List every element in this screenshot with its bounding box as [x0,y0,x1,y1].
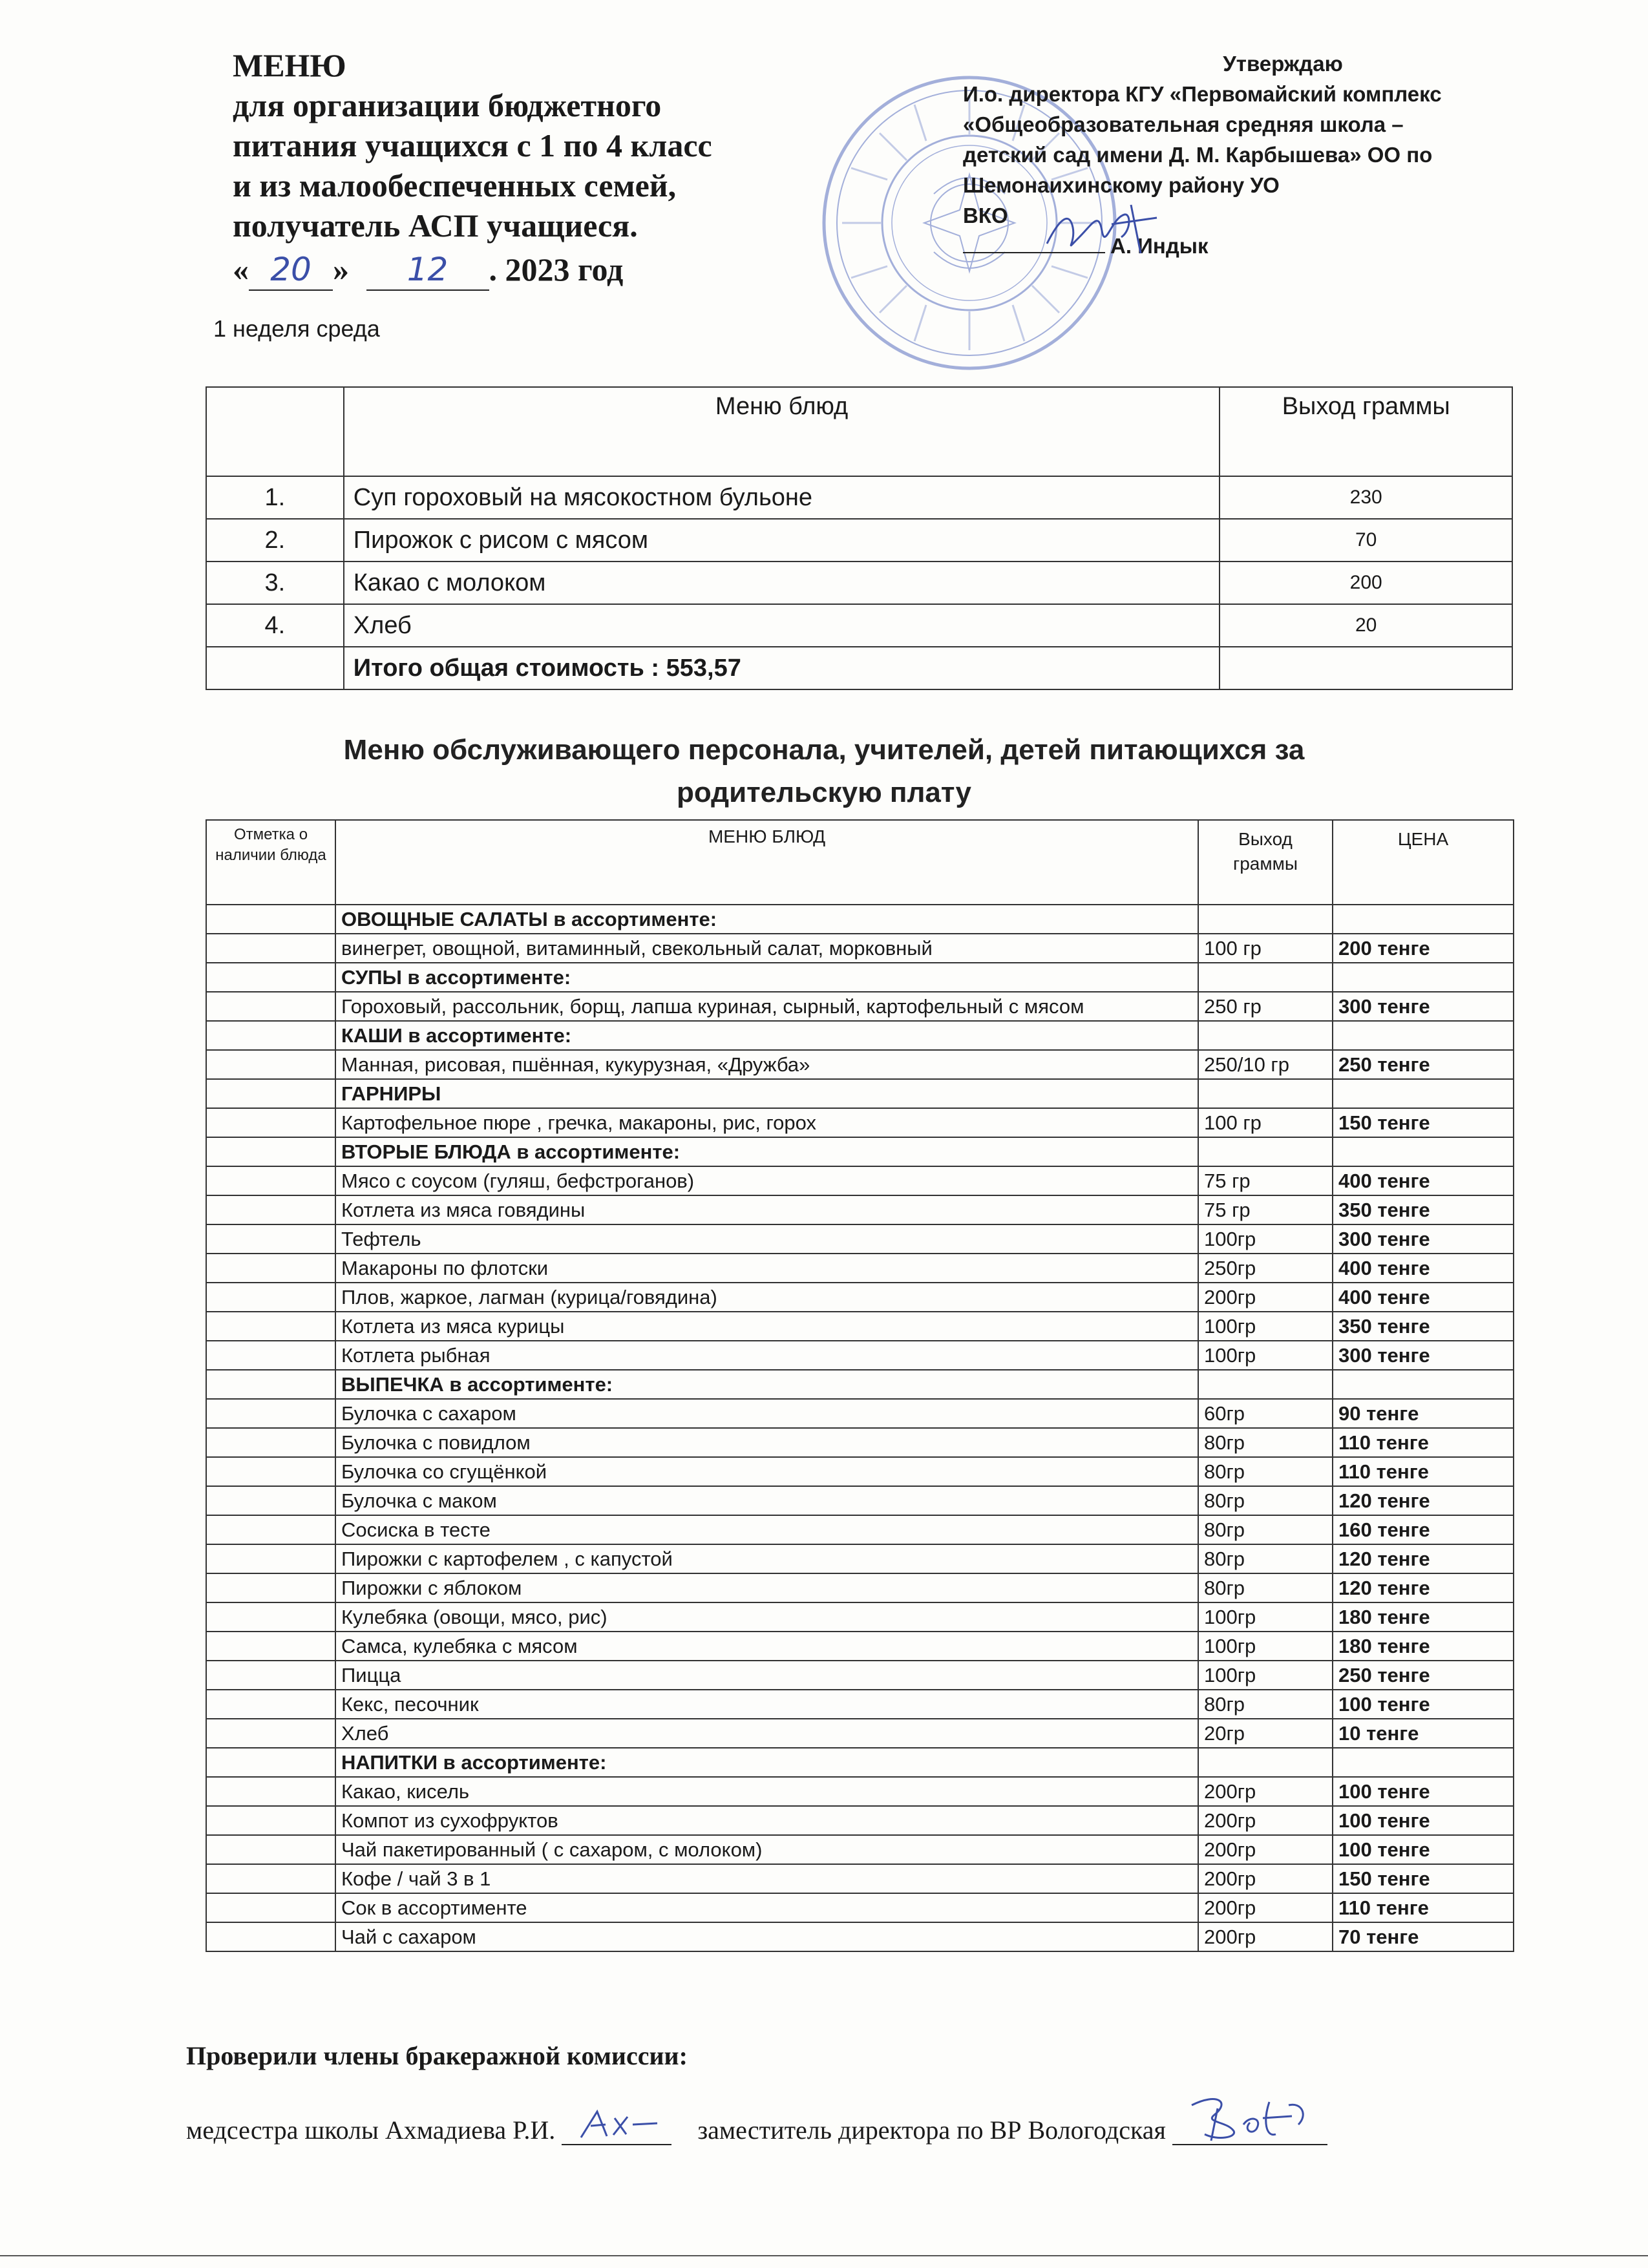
availability-mark [206,963,335,992]
dish-price: 200 тенге [1333,934,1514,963]
dish-price: 100 тенге [1333,1806,1514,1835]
dish-price: 120 тенге [1333,1486,1514,1515]
approval-block [963,48,1545,261]
table-row [206,519,1512,562]
dish-weight: 100гр [1198,1312,1333,1341]
availability-mark [206,992,335,1021]
dish-weight: 80гр [1198,1457,1333,1486]
table-row [206,1050,1514,1079]
dish-name: Котлета из мяса курицы [335,1312,1198,1341]
availability-mark [206,1719,335,1748]
dish-weight: 100 гр [1198,934,1333,963]
dish-name: Булочка с повидлом [335,1428,1198,1457]
availability-mark [206,1922,335,1951]
dish-price: 150 тенге [1333,1108,1514,1137]
availability-mark [206,934,335,963]
approval-line: И.о. директора КГУ «Первомайский комплекс [963,82,1442,106]
availability-mark [206,1864,335,1893]
table-row [206,1922,1514,1951]
availability-mark [206,1602,335,1632]
dish-weight: 200гр [1198,1922,1333,1951]
availability-mark [206,1254,335,1283]
dish-price: 400 тенге [1333,1166,1514,1195]
table-row [206,1428,1514,1457]
dish-price: 100 тенге [1333,1835,1514,1864]
dish-weight: 230 [1220,476,1512,519]
availability-mark [206,1341,335,1370]
table-row [206,1573,1514,1602]
dish-weight: 80гр [1198,1428,1333,1457]
dish-price: 350 тенге [1333,1195,1514,1224]
dish-weight: 200гр [1198,1835,1333,1864]
dish-weight [1198,1079,1333,1108]
page-bottom-edge [0,2255,1648,2256]
availability-mark [206,1573,335,1602]
category-row [206,1021,1514,1050]
dish-price: 160 тенге [1333,1515,1514,1544]
dish-weight: 250 гр [1198,992,1333,1021]
dish-weight: 100гр [1198,1602,1333,1632]
approval-line: Шемонаихинскому району УО [963,173,1280,197]
table-row [206,1283,1514,1312]
table-row [206,1719,1514,1748]
dish-weight: 100гр [1198,1632,1333,1661]
table-row [206,476,1512,519]
availability-mark [206,1486,335,1515]
dish-price: 180 тенге [1333,1602,1514,1632]
dish-weight: 80гр [1198,1544,1333,1573]
header-cell-price: ЦЕНА [1333,820,1514,905]
header-cell-mark: Отметка о наличии блюда [206,820,335,905]
dish-weight: 100 гр [1198,1108,1333,1137]
deputy-signature-line [1172,2118,1327,2145]
dish-weight: 80гр [1198,1486,1333,1515]
total-row [206,647,1512,689]
dish-name: Суп гороховый на мясокостном бульоне [344,476,1220,519]
table-row [206,1486,1514,1515]
category-row [206,1137,1514,1166]
dish-name: Пирожки с яблоком [335,1573,1198,1602]
deputy-signature [1179,2089,1327,2147]
approval-line: ВКО [963,204,1008,227]
dish-name: Самса, кулебяка с мясом [335,1632,1198,1661]
dish-name: Булочка с сахаром [335,1399,1198,1428]
availability-mark [206,1050,335,1079]
table-row [206,1195,1514,1224]
dish-price [1333,1370,1514,1399]
row-number: 3. [206,562,344,604]
deputy-label: заместитель директора по ВР Вологодская [697,2116,1166,2145]
dish-weight [1198,1021,1333,1050]
approval-line: «Общеобразовательная средняя школа – [963,112,1404,136]
table-row [206,1254,1514,1283]
availability-mark [206,1690,335,1719]
category-row [206,1079,1514,1108]
availability-mark [206,1428,335,1457]
availability-mark [206,1806,335,1835]
dish-name: Манная, рисовая, пшённая, кукурузная, «Дружба» [335,1050,1198,1079]
dish-name: Кофе / чай 3 в 1 [335,1864,1198,1893]
availability-mark [206,1370,335,1399]
availability-mark [206,1283,335,1312]
dish-name: Какао с молоком [344,562,1220,604]
title-line: для организации бюджетного [233,87,662,123]
paid-menu-body [206,905,1514,1951]
dish-weight: 200гр [1198,1777,1333,1806]
approval-line: детский сад имени Д. М. Карбышева» ОО по [963,143,1433,167]
header-cell-menu: Меню блюд [344,387,1220,476]
dish-name: Хлеб [335,1719,1198,1748]
dish-name: Булочка с маком [335,1486,1198,1515]
dish-weight [1198,963,1333,992]
dish-weight: 200гр [1198,1806,1333,1835]
dish-name: Гороховый, рассольник, борщ, лапша куриная, сырный, картофельный с мясом [335,992,1198,1021]
table-row [206,1108,1514,1137]
dish-weight: 200гр [1198,1283,1333,1312]
dish-name: Компот из сухофруктов [335,1806,1198,1835]
dish-price: 120 тенге [1333,1544,1514,1573]
dish-name: Булочка со сгущёнкой [335,1457,1198,1486]
category-row [206,1748,1514,1777]
week-label: 1 неделя среда [213,315,380,342]
table-row [206,1690,1514,1719]
dish-price: 70 тенге [1333,1922,1514,1951]
dish-price: 300 тенге [1333,1224,1514,1254]
dish-name: Макароны по флотски [335,1254,1198,1283]
table-row [206,1515,1514,1544]
commission-signatures [186,2115,1327,2145]
category-name: СУПЫ в ассортименте: [335,963,1198,992]
dish-weight [1198,1137,1333,1166]
director-signature [1034,192,1163,263]
title-line: получатель АСП учащиеся. [233,207,638,244]
dish-weight: 60гр [1198,1399,1333,1428]
dish-price: 120 тенге [1333,1573,1514,1602]
dish-price: 350 тенге [1333,1312,1514,1341]
date-month: 12 [407,251,449,288]
dish-weight [1198,1748,1333,1777]
table-row [206,1312,1514,1341]
paid-menu-table [206,819,1514,1952]
availability-mark [206,1021,335,1050]
availability-mark [206,1166,335,1195]
availability-mark [206,1748,335,1777]
dish-name: Кулебяка (овощи, мясо, рис) [335,1602,1198,1632]
dish-weight: 20 [1220,604,1512,647]
availability-mark [206,1224,335,1254]
dish-price [1333,1079,1514,1108]
dish-name: Пицца [335,1661,1198,1690]
header-cell-menu: МЕНЮ БЛЮД [335,820,1198,905]
table-row [206,1632,1514,1661]
approval-signature-row [963,231,1545,261]
dish-name: Картофельное пюре , гречка, макароны, рис, горох [335,1108,1198,1137]
table-row [206,1806,1514,1835]
dish-weight: 70 [1220,519,1512,562]
availability-mark [206,1457,335,1486]
dish-price [1333,963,1514,992]
category-name: ВТОРЫЕ БЛЮДА в ассортименте: [335,1137,1198,1166]
dish-weight: 100гр [1198,1341,1333,1370]
category-name: КАШИ в ассортименте: [335,1021,1198,1050]
header-cell-weight: Выход граммы [1198,820,1333,905]
availability-mark [206,1632,335,1661]
dish-weight: 200гр [1198,1864,1333,1893]
dish-price [1333,1137,1514,1166]
dish-price: 300 тенге [1333,1341,1514,1370]
dish-price: 110 тенге [1333,1893,1514,1922]
header-cell-weight: Выход граммы [1220,387,1512,476]
category-row [206,905,1514,934]
dish-name: Мясо с соусом (гуляш, бефстроганов) [335,1166,1198,1195]
dish-price: 180 тенге [1333,1632,1514,1661]
approval-title: Утверждаю [1223,52,1343,76]
dish-weight: 250гр [1198,1254,1333,1283]
availability-mark [206,1777,335,1806]
availability-mark [206,1108,335,1137]
dish-price [1333,1748,1514,1777]
row-number: 4. [206,604,344,647]
table-row [206,1893,1514,1922]
table-row [206,1602,1514,1632]
dish-price: 300 тенге [1333,992,1514,1021]
dish-weight: 200гр [1198,1893,1333,1922]
availability-mark [206,1079,335,1108]
dish-name: Котлета рыбная [335,1341,1198,1370]
paid-menu-title: Меню обслуживающего персонала, учителей, детей питающихся за родительскую плату [343,734,1305,808]
dish-price [1333,1021,1514,1050]
row-number: 2. [206,519,344,562]
table-row [206,1399,1514,1428]
dish-name: Пирожок с рисом с мясом [344,519,1220,562]
availability-mark [206,1195,335,1224]
dish-name: Чай пакетированный ( с сахаром, с молоком) [335,1835,1198,1864]
availability-mark [206,1399,335,1428]
table-row [206,1457,1514,1486]
table-row [206,562,1512,604]
row-number: 1. [206,476,344,519]
dish-price: 100 тенге [1333,1690,1514,1719]
availability-mark [206,1312,335,1341]
category-name: ВЫПЕЧКА в ассортименте: [335,1370,1198,1399]
title-line: МЕНЮ [233,47,346,83]
table-row [206,1166,1514,1195]
table-row [206,1835,1514,1864]
table-row [206,1661,1514,1690]
dish-price: 400 тенге [1333,1283,1514,1312]
title-line: и из малообеспеченных семей, [233,167,677,204]
nurse-label: медсестра школы Ахмадиева Р.И. [186,2116,556,2145]
category-name: НАПИТКИ в ассортименте: [335,1748,1198,1777]
availability-mark [206,1893,335,1922]
table-row [206,992,1514,1021]
date-year: . 2023 год [489,251,624,288]
dish-weight: 20гр [1198,1719,1333,1748]
commission-title: Проверили члены бракеражной комиссии: [186,2041,688,2070]
nurse-signature [575,2105,665,2144]
dish-weight [1198,1370,1333,1399]
nurse-signature-line [562,2118,671,2145]
availability-mark [206,1137,335,1166]
dish-name: Котлета из мяса говядины [335,1195,1198,1224]
budget-menu-table [206,386,1513,690]
approval-signer: А. Индык [1110,234,1209,258]
category-name: ГАРНИРЫ [335,1079,1198,1108]
dish-price: 400 тенге [1333,1254,1514,1283]
table-row [206,604,1512,647]
dish-name: Чай с сахаром [335,1922,1198,1951]
menu-title-block [233,45,866,291]
header-cell-number [206,387,344,476]
dish-weight: 200 [1220,562,1512,604]
category-row [206,1370,1514,1399]
availability-mark [206,1835,335,1864]
dish-weight: 75 гр [1198,1166,1333,1195]
availability-mark [206,1515,335,1544]
dish-weight: 250/10 гр [1198,1050,1333,1079]
dish-price [1333,905,1514,934]
table-row [206,1341,1514,1370]
dish-price: 150 тенге [1333,1864,1514,1893]
dish-name: Пирожки с картофелем , с капустой [335,1544,1198,1573]
table-row [206,1777,1514,1806]
dish-price: 110 тенге [1333,1428,1514,1457]
table-row [206,1224,1514,1254]
table-header-row [206,387,1512,476]
table-row [206,1864,1514,1893]
dish-name: Какао, кисель [335,1777,1198,1806]
dish-name: Кекс, песочник [335,1690,1198,1719]
dish-weight: 80гр [1198,1515,1333,1544]
dish-weight [1198,905,1333,934]
date-day: 20 [270,251,312,288]
table-header-row [206,820,1514,905]
dish-weight: 100гр [1198,1661,1333,1690]
dish-name: Хлеб [344,604,1220,647]
dish-weight: 80гр [1198,1573,1333,1602]
dish-price: 10 тенге [1333,1719,1514,1748]
dish-price: 110 тенге [1333,1457,1514,1486]
title-line: питания учащихся с 1 по 4 класс [233,127,712,163]
table-row [206,934,1514,963]
dish-weight: 100гр [1198,1224,1333,1254]
dish-price: 100 тенге [1333,1777,1514,1806]
dish-weight: 80гр [1198,1690,1333,1719]
dish-name: винегрет, овощной, витаминный, свекольный салат, морковный [335,934,1198,963]
dish-weight: 75 гр [1198,1195,1333,1224]
dish-price: 90 тенге [1333,1399,1514,1428]
dish-price: 250 тенге [1333,1050,1514,1079]
dish-name: Сок в ассортименте [335,1893,1198,1922]
table-row [206,1544,1514,1573]
availability-mark [206,905,335,934]
availability-mark [206,1544,335,1573]
category-name: ОВОЩНЫЕ САЛАТЫ в ассортименте: [335,905,1198,934]
dish-name: Плов, жаркое, лагман (курица/говядина) [335,1283,1198,1312]
availability-mark [206,1661,335,1690]
menu-date: « 20 » 12 . 2023 год [233,249,866,291]
dish-price: 250 тенге [1333,1661,1514,1690]
total-cost: Итого общая стоимость : 553,57 [344,647,1220,689]
category-row [206,963,1514,992]
dish-name: Тефтель [335,1224,1198,1254]
dish-name: Сосиска в тесте [335,1515,1198,1544]
